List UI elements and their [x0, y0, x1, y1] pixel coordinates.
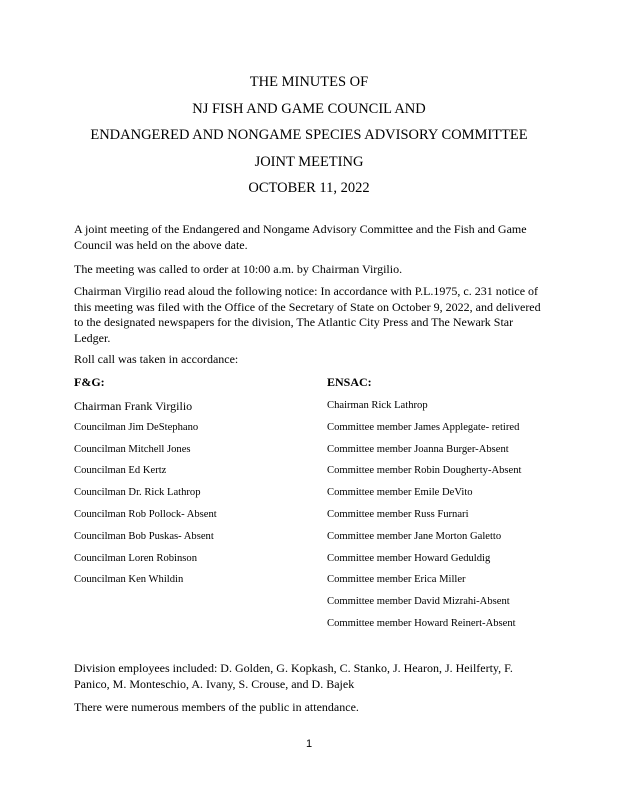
list-item: Councilman Ed Kertz — [74, 465, 167, 477]
list-item: Councilman Bob Puskas- Absent — [74, 530, 214, 542]
list-item: Committee member David Mizrahi-Absent — [327, 596, 510, 608]
intro-paragraph: A joint meeting of the Endangered and Nongame Advisory Committee and the Fish and Game Council was held on the above date. — [74, 222, 527, 252]
list-item: Committee member James Applegate- retired — [327, 421, 520, 433]
title-line-4: JOINT MEETING — [254, 153, 364, 170]
list-item: Councilman Mitchell Jones — [74, 443, 191, 455]
roll-call-paragraph: Roll call was taken in accordance: — [74, 352, 239, 366]
ensac-member-list — [327, 399, 521, 639]
list-item: Committee member Howard Reinert-Absent — [327, 617, 516, 629]
title-line-2: NJ FISH AND GAME COUNCIL AND — [192, 100, 426, 117]
list-item: Councilman Ken Whildin — [74, 574, 184, 586]
fg-heading: F&G: — [74, 375, 105, 389]
title-line-1: THE MINUTES OF — [249, 74, 369, 90]
meeting-date: OCTOBER 11, 2022 — [248, 180, 370, 196]
list-item: Councilman Rob Pollock- Absent — [74, 508, 217, 520]
call-to-order-paragraph: The meeting was called to order at 10:00 a.m. by Chairman Virgilio. — [74, 262, 403, 276]
list-item: Committee member Russ Furnari — [327, 508, 469, 520]
list-item: Committee member Emile DeVito — [327, 487, 473, 499]
ensac-heading: ENSAC: — [327, 375, 372, 389]
notice-paragraph: Chairman Virgilio read aloud the following notice: In accordance with P.L.1975, c. 231 notice of this meeting was filed with the Office of the Secretary of State on October 9, 2022, and delivered to the designated newspapers for the division, The Atlantic City Press and The Newark Star Ledger. — [74, 284, 541, 345]
list-item: Committee member Jane Morton Galetto — [327, 530, 502, 542]
list-item: Councilman Dr. Rick Lathrop — [74, 487, 201, 499]
list-item: Chairman Frank Virgilio — [74, 399, 193, 413]
list-item: Committee member Erica Miller — [327, 574, 466, 586]
list-item: Councilman Loren Robinson — [74, 552, 197, 564]
fg-member-list — [74, 399, 217, 595]
list-item: Councilman Jim DeStephano — [74, 421, 199, 433]
list-item: Committee member Joanna Burger-Absent — [327, 443, 509, 455]
list-item: Committee member Robin Dougherty-Absent — [327, 465, 522, 477]
list-item: Committee member Howard Geduldig — [327, 552, 491, 564]
public-attendance-paragraph: There were numerous members of the public in attendance. — [74, 700, 359, 714]
employees-paragraph: Division employees included: D. Golden, G. Kopkash, C. Stanko, J. Hearon, J. Heilferty, F. Panico, M. Monteschio, A. Ivany, S. Crouse, and D. Bajek — [74, 661, 513, 691]
list-item: Chairman Rick Lathrop — [327, 400, 428, 411]
page-number: 1 — [305, 738, 313, 750]
title-line-3: ENDANGERED AND NONGAME SPECIES ADVISORY COMMITTEE — [90, 127, 528, 143]
document-title — [0, 72, 618, 205]
